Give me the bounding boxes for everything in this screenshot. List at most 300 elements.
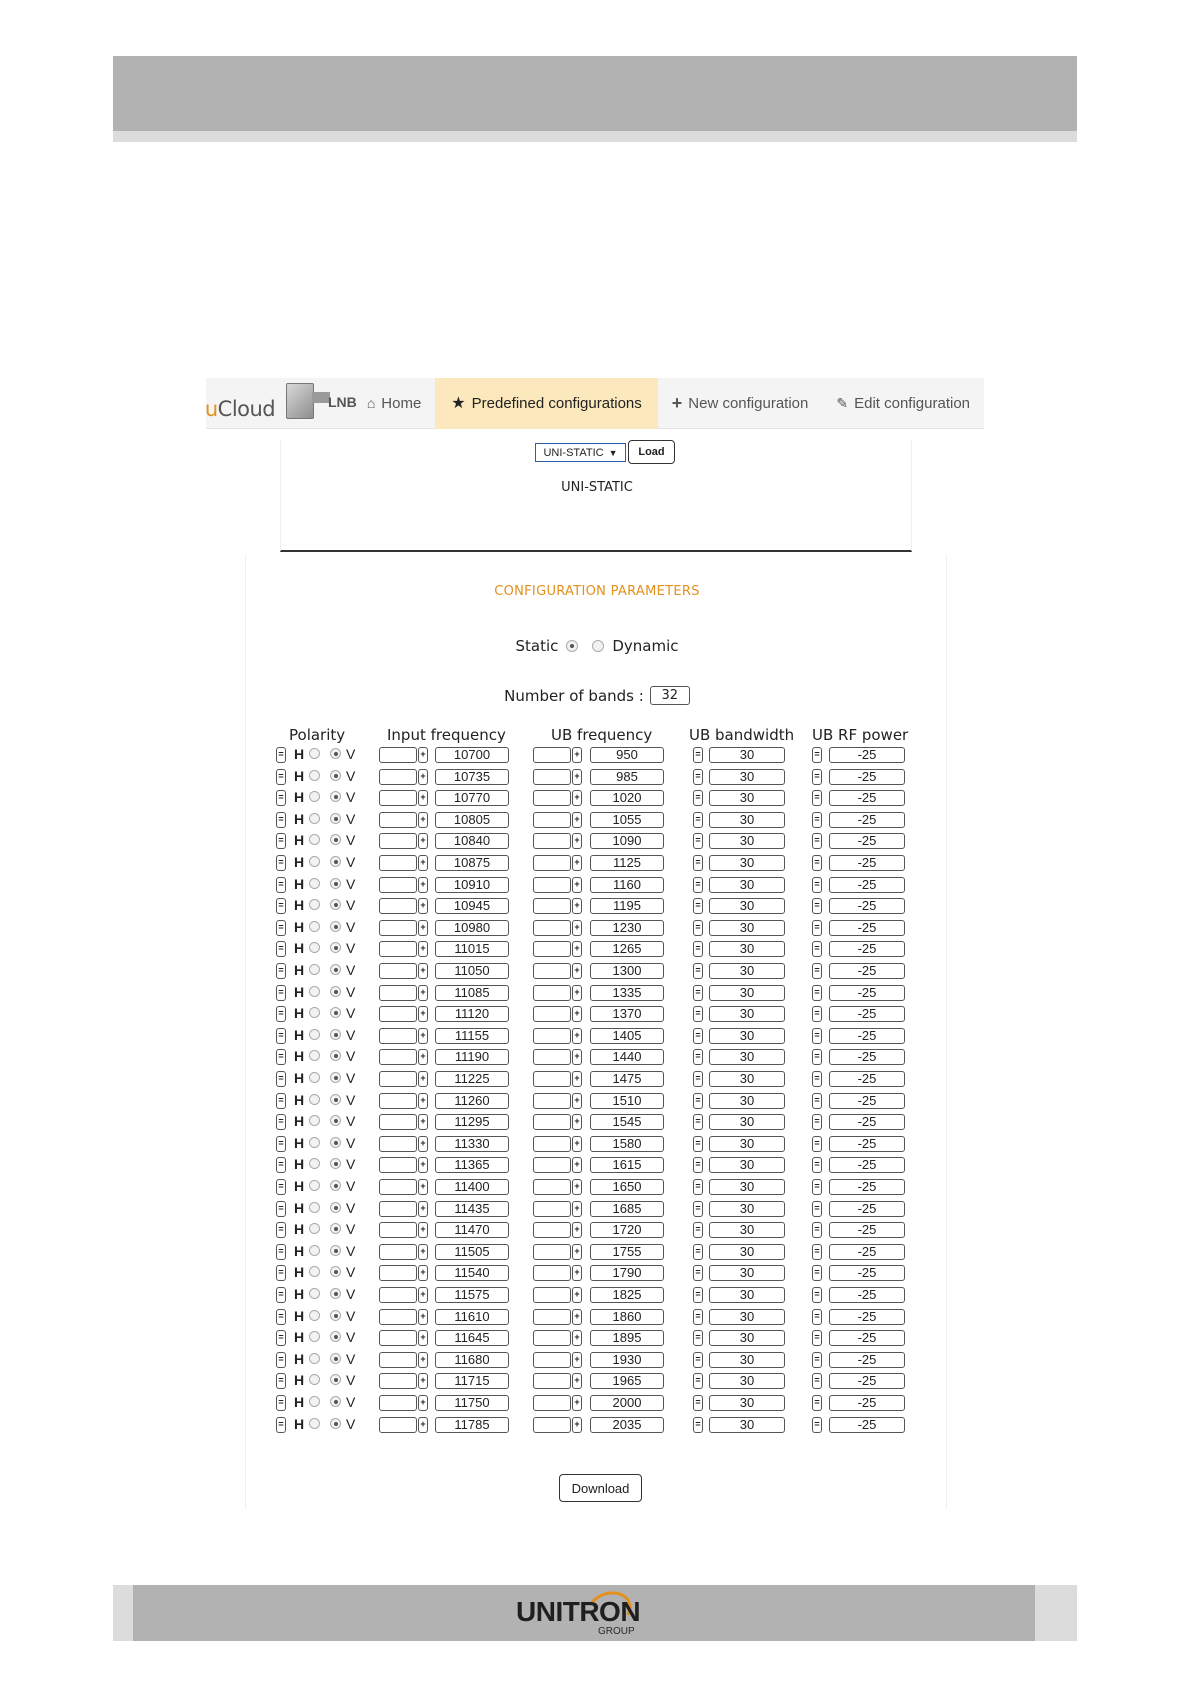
input-frequency-stepper[interactable]: + (418, 985, 428, 1001)
ub-frequency-stepper[interactable]: + (572, 1265, 582, 1281)
input-frequency-field[interactable]: 10980 (435, 920, 509, 936)
input-frequency-stepper[interactable]: + (418, 1136, 428, 1152)
polarity-v-radio[interactable] (330, 834, 341, 845)
polarity-h-radio[interactable] (309, 1180, 320, 1191)
ub-bandwidth-stepper[interactable]: = (693, 1287, 703, 1303)
ub-rf-power-stepper[interactable]: = (812, 1244, 822, 1260)
ub-bandwidth-field[interactable]: 30 (709, 747, 785, 763)
input-frequency-stepper[interactable]: + (418, 1114, 428, 1130)
ub-frequency-offset-field[interactable] (533, 1287, 571, 1303)
polarity-h-radio[interactable] (309, 1396, 320, 1407)
polarity-stepper[interactable]: = (276, 1395, 286, 1411)
ub-rf-power-field[interactable]: -25 (829, 1395, 905, 1411)
polarity-h-radio[interactable] (309, 1374, 320, 1385)
ub-bandwidth-stepper[interactable]: = (693, 1179, 703, 1195)
input-frequency-stepper[interactable]: + (418, 833, 428, 849)
static-radio[interactable] (566, 640, 578, 652)
input-frequency-stepper[interactable]: + (418, 1179, 428, 1195)
ub-rf-power-field[interactable]: -25 (829, 833, 905, 849)
ub-bandwidth-field[interactable]: 30 (709, 920, 785, 936)
input-frequency-offset-field[interactable] (379, 1330, 417, 1346)
polarity-v-radio[interactable] (330, 986, 341, 997)
input-frequency-stepper[interactable]: + (418, 1222, 428, 1238)
input-frequency-offset-field[interactable] (379, 790, 417, 806)
ub-frequency-field[interactable]: 1895 (590, 1330, 664, 1346)
polarity-stepper[interactable]: = (276, 833, 286, 849)
ub-rf-power-field[interactable]: -25 (829, 769, 905, 785)
polarity-h-radio[interactable] (309, 1158, 320, 1169)
ub-frequency-stepper[interactable]: + (572, 1244, 582, 1260)
ub-frequency-field[interactable]: 1160 (590, 877, 664, 893)
ub-frequency-field[interactable]: 1720 (590, 1222, 664, 1238)
input-frequency-stepper[interactable]: + (418, 1352, 428, 1368)
input-frequency-stepper[interactable]: + (418, 1071, 428, 1087)
input-frequency-offset-field[interactable] (379, 833, 417, 849)
input-frequency-offset-field[interactable] (379, 1157, 417, 1173)
polarity-stepper[interactable]: = (276, 920, 286, 936)
polarity-stepper[interactable]: = (276, 985, 286, 1001)
polarity-h-radio[interactable] (309, 1202, 320, 1213)
polarity-h-radio[interactable] (309, 1094, 320, 1105)
polarity-stepper[interactable]: = (276, 1093, 286, 1109)
input-frequency-offset-field[interactable] (379, 1136, 417, 1152)
polarity-h-radio[interactable] (309, 834, 320, 845)
polarity-v-radio[interactable] (330, 899, 341, 910)
input-frequency-field[interactable]: 11575 (435, 1287, 509, 1303)
input-frequency-stepper[interactable]: + (418, 1417, 428, 1433)
ub-rf-power-stepper[interactable]: = (812, 941, 822, 957)
dynamic-radio[interactable] (592, 640, 604, 652)
ub-rf-power-stepper[interactable]: = (812, 1330, 822, 1346)
ub-rf-power-field[interactable]: -25 (829, 1006, 905, 1022)
polarity-v-radio[interactable] (330, 878, 341, 889)
ub-frequency-field[interactable]: 2000 (590, 1395, 664, 1411)
ub-frequency-stepper[interactable]: + (572, 747, 582, 763)
ub-frequency-stepper[interactable]: + (572, 1330, 582, 1346)
polarity-h-radio[interactable] (309, 1245, 320, 1256)
input-frequency-offset-field[interactable] (379, 1373, 417, 1389)
ub-bandwidth-stepper[interactable]: = (693, 833, 703, 849)
ub-frequency-offset-field[interactable] (533, 812, 571, 828)
ub-frequency-field[interactable]: 1650 (590, 1179, 664, 1195)
polarity-v-radio[interactable] (330, 1418, 341, 1429)
ub-rf-power-stepper[interactable]: = (812, 1179, 822, 1195)
ub-frequency-stepper[interactable]: + (572, 941, 582, 957)
input-frequency-field[interactable]: 10910 (435, 877, 509, 893)
ub-rf-power-field[interactable]: -25 (829, 1028, 905, 1044)
ub-frequency-offset-field[interactable] (533, 769, 571, 785)
ub-bandwidth-field[interactable]: 30 (709, 769, 785, 785)
input-frequency-offset-field[interactable] (379, 898, 417, 914)
ub-bandwidth-field[interactable]: 30 (709, 1373, 785, 1389)
input-frequency-stepper[interactable]: + (418, 769, 428, 785)
ub-rf-power-field[interactable]: -25 (829, 1309, 905, 1325)
polarity-h-radio[interactable] (309, 1072, 320, 1083)
polarity-h-radio[interactable] (309, 1288, 320, 1299)
ub-frequency-offset-field[interactable] (533, 1395, 571, 1411)
polarity-stepper[interactable]: = (276, 747, 286, 763)
ub-frequency-field[interactable]: 1580 (590, 1136, 664, 1152)
ub-bandwidth-field[interactable]: 30 (709, 1093, 785, 1109)
ub-rf-power-field[interactable]: -25 (829, 790, 905, 806)
ub-rf-power-stepper[interactable]: = (812, 985, 822, 1001)
ub-bandwidth-field[interactable]: 30 (709, 1071, 785, 1087)
ub-frequency-stepper[interactable]: + (572, 1373, 582, 1389)
input-frequency-offset-field[interactable] (379, 1395, 417, 1411)
input-frequency-stepper[interactable]: + (418, 1287, 428, 1303)
ub-bandwidth-stepper[interactable]: = (693, 1201, 703, 1217)
nav-new-configuration[interactable] (658, 378, 823, 429)
input-frequency-field[interactable]: 10700 (435, 747, 509, 763)
polarity-v-radio[interactable] (330, 1007, 341, 1018)
polarity-stepper[interactable]: = (276, 1417, 286, 1433)
input-frequency-stepper[interactable]: + (418, 1330, 428, 1346)
input-frequency-field[interactable]: 11505 (435, 1244, 509, 1260)
ub-frequency-field[interactable]: 1965 (590, 1373, 664, 1389)
ub-frequency-field[interactable]: 1825 (590, 1287, 664, 1303)
ub-frequency-field[interactable]: 1020 (590, 790, 664, 806)
input-frequency-offset-field[interactable] (379, 1179, 417, 1195)
ub-frequency-stepper[interactable]: + (572, 1093, 582, 1109)
ub-bandwidth-stepper[interactable]: = (693, 1071, 703, 1087)
ub-frequency-stepper[interactable]: + (572, 1179, 582, 1195)
polarity-v-radio[interactable] (330, 1072, 341, 1083)
ub-bandwidth-field[interactable]: 30 (709, 877, 785, 893)
ub-bandwidth-stepper[interactable]: = (693, 1373, 703, 1389)
ub-rf-power-field[interactable]: -25 (829, 920, 905, 936)
ub-frequency-offset-field[interactable] (533, 920, 571, 936)
input-frequency-field[interactable]: 11085 (435, 985, 509, 1001)
polarity-h-radio[interactable] (309, 1266, 320, 1277)
ub-bandwidth-stepper[interactable]: = (693, 1352, 703, 1368)
nav-predefined-configurations[interactable] (435, 378, 657, 429)
polarity-stepper[interactable]: = (276, 1136, 286, 1152)
ub-bandwidth-field[interactable]: 30 (709, 1179, 785, 1195)
ub-rf-power-stepper[interactable]: = (812, 963, 822, 979)
ub-bandwidth-field[interactable]: 30 (709, 1114, 785, 1130)
input-frequency-stepper[interactable]: + (418, 920, 428, 936)
ub-bandwidth-stepper[interactable]: = (693, 790, 703, 806)
ub-bandwidth-field[interactable]: 30 (709, 1028, 785, 1044)
input-frequency-stepper[interactable]: + (418, 790, 428, 806)
ub-frequency-field[interactable]: 1440 (590, 1049, 664, 1065)
input-frequency-stepper[interactable]: + (418, 1157, 428, 1173)
ub-rf-power-stepper[interactable]: = (812, 1373, 822, 1389)
polarity-stepper[interactable]: = (276, 1028, 286, 1044)
input-frequency-field[interactable]: 11225 (435, 1071, 509, 1087)
polarity-v-radio[interactable] (330, 1158, 341, 1169)
input-frequency-offset-field[interactable] (379, 1309, 417, 1325)
polarity-h-radio[interactable] (309, 791, 320, 802)
ub-frequency-stepper[interactable]: + (572, 985, 582, 1001)
input-frequency-offset-field[interactable] (379, 855, 417, 871)
polarity-h-radio[interactable] (309, 813, 320, 824)
ub-bandwidth-field[interactable]: 30 (709, 941, 785, 957)
polarity-h-radio[interactable] (309, 1331, 320, 1342)
ub-frequency-offset-field[interactable] (533, 1309, 571, 1325)
ub-frequency-stepper[interactable]: + (572, 1395, 582, 1411)
ub-frequency-field[interactable]: 1790 (590, 1265, 664, 1281)
polarity-h-radio[interactable] (309, 856, 320, 867)
input-frequency-field[interactable]: 11295 (435, 1114, 509, 1130)
ub-frequency-field[interactable]: 1230 (590, 920, 664, 936)
ub-frequency-field[interactable]: 1615 (590, 1157, 664, 1173)
ub-rf-power-field[interactable]: -25 (829, 877, 905, 893)
ub-frequency-offset-field[interactable] (533, 1417, 571, 1433)
ub-rf-power-stepper[interactable]: = (812, 855, 822, 871)
ub-rf-power-stepper[interactable]: = (812, 769, 822, 785)
input-frequency-offset-field[interactable] (379, 1006, 417, 1022)
ub-frequency-stepper[interactable]: + (572, 1157, 582, 1173)
ub-bandwidth-field[interactable]: 30 (709, 1222, 785, 1238)
polarity-stepper[interactable]: = (276, 1330, 286, 1346)
input-frequency-offset-field[interactable] (379, 1201, 417, 1217)
ub-bandwidth-stepper[interactable]: = (693, 1136, 703, 1152)
ub-rf-power-stepper[interactable]: = (812, 1093, 822, 1109)
ub-bandwidth-stepper[interactable]: = (693, 1114, 703, 1130)
input-frequency-offset-field[interactable] (379, 769, 417, 785)
polarity-h-radio[interactable] (309, 921, 320, 932)
ub-rf-power-field[interactable]: -25 (829, 1330, 905, 1346)
ub-bandwidth-stepper[interactable]: = (693, 1309, 703, 1325)
ub-rf-power-field[interactable]: -25 (829, 898, 905, 914)
input-frequency-offset-field[interactable] (379, 963, 417, 979)
lnb-logo[interactable] (274, 378, 357, 429)
ub-frequency-offset-field[interactable] (533, 898, 571, 914)
ub-bandwidth-stepper[interactable]: = (693, 985, 703, 1001)
polarity-stepper[interactable]: = (276, 1179, 286, 1195)
input-frequency-field[interactable]: 11715 (435, 1373, 509, 1389)
input-frequency-offset-field[interactable] (379, 1114, 417, 1130)
input-frequency-stepper[interactable]: + (418, 1049, 428, 1065)
ub-frequency-offset-field[interactable] (533, 1330, 571, 1346)
ub-rf-power-stepper[interactable]: = (812, 833, 822, 849)
ub-bandwidth-stepper[interactable]: = (693, 855, 703, 871)
polarity-v-radio[interactable] (330, 942, 341, 953)
ub-frequency-offset-field[interactable] (533, 1114, 571, 1130)
input-frequency-stepper[interactable]: + (418, 747, 428, 763)
ub-rf-power-field[interactable]: -25 (829, 812, 905, 828)
polarity-stepper[interactable]: = (276, 1265, 286, 1281)
polarity-v-radio[interactable] (330, 856, 341, 867)
ub-frequency-offset-field[interactable] (533, 1222, 571, 1238)
ub-frequency-offset-field[interactable] (533, 1201, 571, 1217)
input-frequency-offset-field[interactable] (379, 1417, 417, 1433)
polarity-h-radio[interactable] (309, 899, 320, 910)
ub-frequency-field[interactable]: 2035 (590, 1417, 664, 1433)
input-frequency-field[interactable]: 10840 (435, 833, 509, 849)
polarity-h-radio[interactable] (309, 942, 320, 953)
input-frequency-offset-field[interactable] (379, 941, 417, 957)
polarity-h-radio[interactable] (309, 1137, 320, 1148)
ub-rf-power-field[interactable]: -25 (829, 1373, 905, 1389)
ub-bandwidth-field[interactable]: 30 (709, 1265, 785, 1281)
ub-rf-power-field[interactable]: -25 (829, 747, 905, 763)
input-frequency-offset-field[interactable] (379, 1093, 417, 1109)
ub-bandwidth-field[interactable]: 30 (709, 1287, 785, 1303)
input-frequency-field[interactable]: 11050 (435, 963, 509, 979)
ub-bandwidth-stepper[interactable]: = (693, 1006, 703, 1022)
input-frequency-field[interactable]: 11750 (435, 1395, 509, 1411)
polarity-h-radio[interactable] (309, 878, 320, 889)
ub-frequency-offset-field[interactable] (533, 1093, 571, 1109)
ub-frequency-stepper[interactable]: + (572, 1201, 582, 1217)
ub-rf-power-stepper[interactable]: = (812, 747, 822, 763)
input-frequency-stepper[interactable]: + (418, 812, 428, 828)
ub-frequency-field[interactable]: 1475 (590, 1071, 664, 1087)
ub-frequency-stepper[interactable]: + (572, 1006, 582, 1022)
polarity-stepper[interactable]: = (276, 1222, 286, 1238)
polarity-h-radio[interactable] (309, 964, 320, 975)
polarity-stepper[interactable]: = (276, 898, 286, 914)
ub-frequency-offset-field[interactable] (533, 941, 571, 957)
input-frequency-field[interactable]: 10735 (435, 769, 509, 785)
ub-rf-power-stepper[interactable]: = (812, 812, 822, 828)
ub-rf-power-stepper[interactable]: = (812, 1114, 822, 1130)
ub-bandwidth-field[interactable]: 30 (709, 1330, 785, 1346)
polarity-stepper[interactable]: = (276, 1244, 286, 1260)
input-frequency-stepper[interactable]: + (418, 1006, 428, 1022)
input-frequency-field[interactable]: 11785 (435, 1417, 509, 1433)
ub-bandwidth-field[interactable]: 30 (709, 790, 785, 806)
input-frequency-stepper[interactable]: + (418, 1201, 428, 1217)
config-select[interactable] (535, 443, 626, 462)
ub-frequency-offset-field[interactable] (533, 1244, 571, 1260)
polarity-v-radio[interactable] (330, 921, 341, 932)
ub-frequency-offset-field[interactable] (533, 855, 571, 871)
polarity-h-radio[interactable] (309, 1223, 320, 1234)
polarity-v-radio[interactable] (330, 1202, 341, 1213)
ub-frequency-stepper[interactable]: + (572, 1071, 582, 1087)
ub-frequency-offset-field[interactable] (533, 1071, 571, 1087)
ub-bandwidth-stepper[interactable]: = (693, 1049, 703, 1065)
ucloud-logo[interactable] (206, 378, 274, 429)
polarity-v-radio[interactable] (330, 1331, 341, 1342)
input-frequency-stepper[interactable]: + (418, 1373, 428, 1389)
polarity-stepper[interactable]: = (276, 1114, 286, 1130)
ub-frequency-offset-field[interactable] (533, 1157, 571, 1173)
ub-frequency-offset-field[interactable] (533, 1352, 571, 1368)
ub-bandwidth-field[interactable]: 30 (709, 812, 785, 828)
ub-rf-power-stepper[interactable]: = (812, 1157, 822, 1173)
ub-frequency-offset-field[interactable] (533, 1006, 571, 1022)
ub-bandwidth-stepper[interactable]: = (693, 898, 703, 914)
polarity-stepper[interactable]: = (276, 790, 286, 806)
ub-rf-power-field[interactable]: -25 (829, 1222, 905, 1238)
input-frequency-offset-field[interactable] (379, 877, 417, 893)
polarity-v-radio[interactable] (330, 1050, 341, 1061)
ub-bandwidth-stepper[interactable]: = (693, 769, 703, 785)
ub-rf-power-stepper[interactable]: = (812, 1049, 822, 1065)
ub-rf-power-field[interactable]: -25 (829, 1244, 905, 1260)
ub-rf-power-field[interactable]: -25 (829, 1265, 905, 1281)
ub-frequency-stepper[interactable]: + (572, 812, 582, 828)
ub-frequency-offset-field[interactable] (533, 833, 571, 849)
ub-bandwidth-stepper[interactable]: = (693, 812, 703, 828)
ub-rf-power-field[interactable]: -25 (829, 1179, 905, 1195)
input-frequency-stepper[interactable]: + (418, 1244, 428, 1260)
input-frequency-field[interactable]: 11645 (435, 1330, 509, 1346)
input-frequency-offset-field[interactable] (379, 747, 417, 763)
ub-frequency-field[interactable]: 1125 (590, 855, 664, 871)
polarity-h-radio[interactable] (309, 1007, 320, 1018)
input-frequency-offset-field[interactable] (379, 1244, 417, 1260)
ub-frequency-offset-field[interactable] (533, 1049, 571, 1065)
ub-frequency-stepper[interactable]: + (572, 898, 582, 914)
load-button[interactable]: Load (628, 440, 675, 464)
ub-frequency-stepper[interactable]: + (572, 855, 582, 871)
polarity-stepper[interactable]: = (276, 855, 286, 871)
ub-rf-power-field[interactable]: -25 (829, 1352, 905, 1368)
download-button[interactable]: Download (559, 1474, 642, 1502)
polarity-h-radio[interactable] (309, 1050, 320, 1061)
ub-rf-power-stepper[interactable]: = (812, 1201, 822, 1217)
ub-bandwidth-stepper[interactable]: = (693, 1093, 703, 1109)
polarity-stepper[interactable]: = (276, 1287, 286, 1303)
input-frequency-field[interactable]: 11400 (435, 1179, 509, 1195)
input-frequency-stepper[interactable]: + (418, 855, 428, 871)
ub-rf-power-field[interactable]: -25 (829, 1049, 905, 1065)
ub-bandwidth-field[interactable]: 30 (709, 1309, 785, 1325)
input-frequency-field[interactable]: 10805 (435, 812, 509, 828)
polarity-h-radio[interactable] (309, 1418, 320, 1429)
polarity-stepper[interactable]: = (276, 1006, 286, 1022)
ub-frequency-field[interactable]: 1195 (590, 898, 664, 914)
input-frequency-offset-field[interactable] (379, 1287, 417, 1303)
ub-frequency-field[interactable]: 1405 (590, 1028, 664, 1044)
input-frequency-stepper[interactable]: + (418, 1395, 428, 1411)
ub-frequency-field[interactable]: 1090 (590, 833, 664, 849)
ub-frequency-stepper[interactable]: + (572, 1222, 582, 1238)
polarity-h-radio[interactable] (309, 770, 320, 781)
polarity-v-radio[interactable] (330, 964, 341, 975)
polarity-v-radio[interactable] (330, 1029, 341, 1040)
input-frequency-field[interactable]: 11260 (435, 1093, 509, 1109)
ub-frequency-field[interactable]: 1335 (590, 985, 664, 1001)
ub-frequency-field[interactable]: 1265 (590, 941, 664, 957)
ub-frequency-stepper[interactable]: + (572, 1136, 582, 1152)
polarity-stepper[interactable]: = (276, 1309, 286, 1325)
polarity-v-radio[interactable] (330, 813, 341, 824)
ub-bandwidth-stepper[interactable]: = (693, 1222, 703, 1238)
polarity-stepper[interactable]: = (276, 1201, 286, 1217)
polarity-v-radio[interactable] (330, 1180, 341, 1191)
ub-rf-power-stepper[interactable]: = (812, 1352, 822, 1368)
ub-frequency-field[interactable]: 1930 (590, 1352, 664, 1368)
ub-bandwidth-field[interactable]: 30 (709, 855, 785, 871)
ub-frequency-offset-field[interactable] (533, 747, 571, 763)
ub-bandwidth-field[interactable]: 30 (709, 1395, 785, 1411)
polarity-stepper[interactable]: = (276, 1352, 286, 1368)
input-frequency-field[interactable]: 11190 (435, 1049, 509, 1065)
polarity-v-radio[interactable] (330, 1288, 341, 1299)
input-frequency-stepper[interactable]: + (418, 941, 428, 957)
polarity-stepper[interactable]: = (276, 1071, 286, 1087)
polarity-v-radio[interactable] (330, 1115, 341, 1126)
polarity-stepper[interactable]: = (276, 769, 286, 785)
ub-bandwidth-field[interactable]: 30 (709, 1049, 785, 1065)
ub-bandwidth-field[interactable]: 30 (709, 1417, 785, 1433)
input-frequency-stepper[interactable]: + (418, 1309, 428, 1325)
polarity-v-radio[interactable] (330, 1245, 341, 1256)
polarity-v-radio[interactable] (330, 770, 341, 781)
ub-frequency-stepper[interactable]: + (572, 1028, 582, 1044)
ub-rf-power-stepper[interactable]: = (812, 898, 822, 914)
polarity-h-radio[interactable] (309, 1115, 320, 1126)
polarity-v-radio[interactable] (330, 1094, 341, 1105)
ub-frequency-field[interactable]: 1055 (590, 812, 664, 828)
ub-frequency-field[interactable]: 1545 (590, 1114, 664, 1130)
